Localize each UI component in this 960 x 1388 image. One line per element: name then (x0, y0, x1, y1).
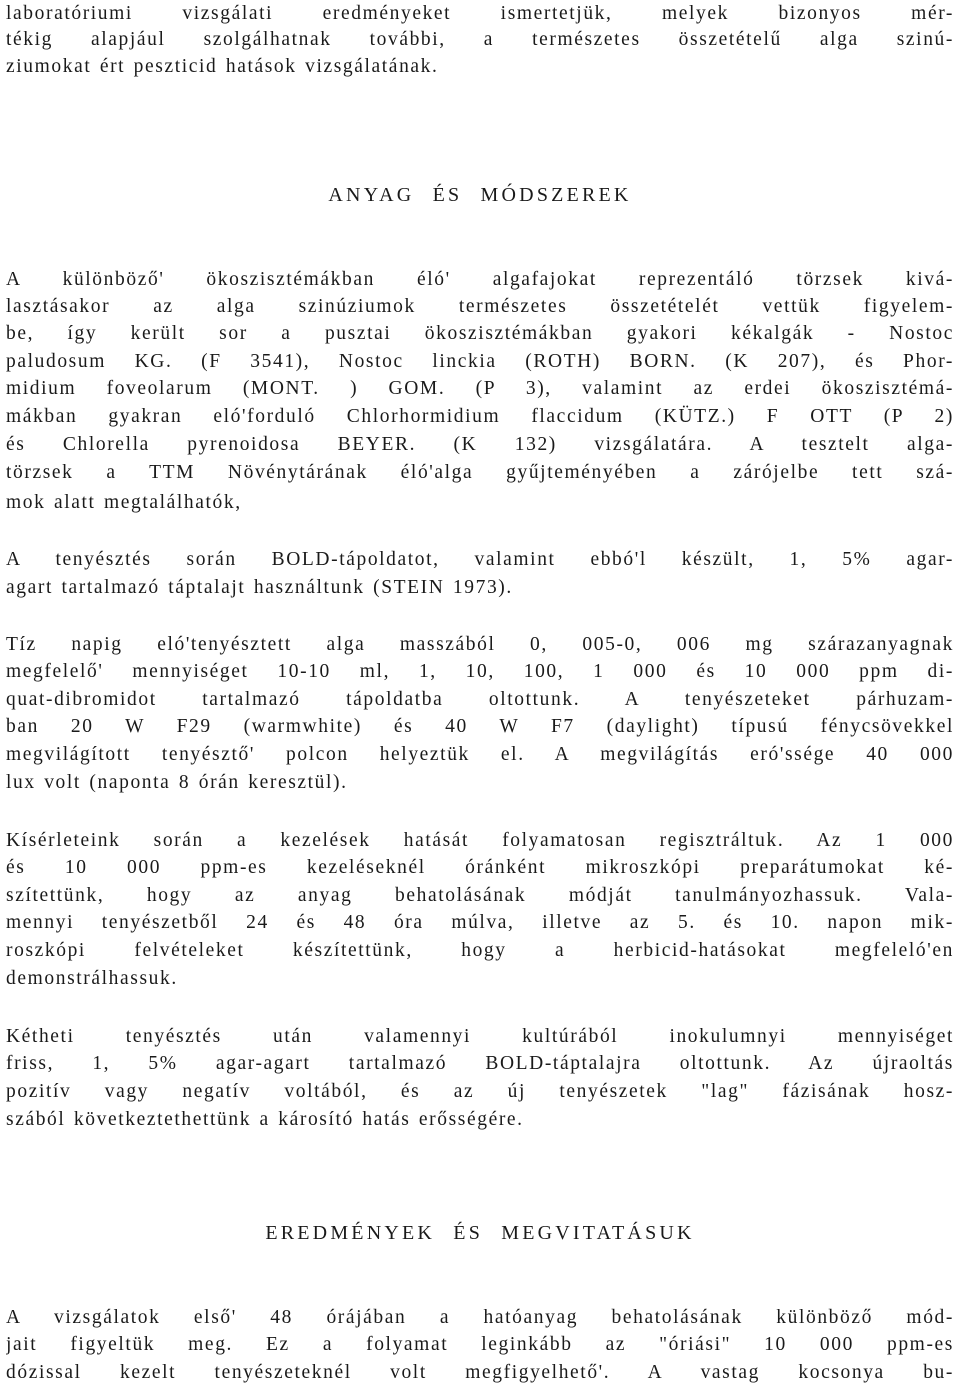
text-line: friss, 1, 5% agar-agart tartalmazó BOLD-táptalajra oltottunk. Az újraoltás (6, 1053, 954, 1074)
text-line: Kísérleteink során a kezelések hatását folyamatosan regisztráltuk. Az 1 000 (6, 830, 954, 851)
text-line: agart tartalmazó táptalajt használtunk (STEIN 1973). (6, 577, 513, 598)
text-line: lux volt (naponta 8 órán keresztül). (6, 772, 348, 793)
text-line: mákban gyakran eló'forduló Chlorhormidium flaccidum (KÜTZ.) F OTT (P 2) (6, 406, 954, 427)
section-heading-methods: ANYAG ÉS MÓDSZEREK (328, 184, 632, 206)
text-line: be, így került sor a pusztai ökoszisztémákban gyakori kékalgák - Nostoc (6, 323, 954, 344)
text-line: quat-dibromidot tartalmazó tápoldatba oltottunk. A tenyészeteket párhuzam- (6, 689, 954, 710)
text-line: demonstrálhassuk. (6, 968, 178, 989)
text-line: és 10 000 ppm-es kezeléseknél óránként mikroszkópi preparátumokat ké- (6, 857, 954, 878)
text-line: mok alatt megtalálhatók, (6, 492, 242, 513)
text-line: A különböző' ökoszisztémákban éló' algafajokat reprezentáló törzsek kivá- (6, 269, 954, 290)
text-line: A tenyésztés során BOLD-tápoldatot, valamint ebbó'l készült, 1, 5% agar- (6, 549, 954, 570)
text-line: megfelelő' mennyiséget 10-10 ml, 1, 10, 100, 1 000 és 10 000 ppm di- (6, 661, 954, 682)
text-line: dózissal kezelt tenyészeteknél volt megfigyelhető'. A vastag kocsonya bu- (6, 1362, 954, 1383)
text-line: ziumokat ért peszticid hatások vizsgálatának. (6, 56, 439, 77)
text-line: szítettünk, hogy az anyag behatolásának módját tanulmányozhassuk. Vala- (6, 885, 954, 906)
text-line: Tíz napig eló'tenyésztett alga masszából 0, 005-0, 006 mg szárazanyagnak (6, 634, 954, 655)
text-line: és Chlorella pyrenoidosa BEYER. (K 132) vizsgálatára. A tesztelt alga- (6, 434, 954, 455)
text-line: megvilágított tenyésztő' polcon helyeztük el. A megvilágítás eró'ssége 40 000 (6, 744, 954, 765)
text-line: jait figyeltük meg. Ez a folyamat leginkább az "óriási" 10 000 ppm-es (6, 1334, 954, 1355)
text-line: paludosum KG. (F 3541), Nostoc linckia (ROTH) BORN. (K 207), és Phor- (6, 351, 954, 372)
text-line: midium foveolarum (MONT. ) GOM. (P 3), valamint az erdei ökoszisztémá- (6, 378, 954, 399)
text-line: laboratóriumi vizsgálati eredményeket ismertetjük, melyek bizonyos mér- (6, 3, 954, 24)
text-line: szából következtethettünk a károsító hatás erősségére. (6, 1109, 524, 1130)
text-line: ban 20 W F29 (warmwhite) és 40 W F7 (daylight) típusú fénycsövekkel (6, 716, 954, 737)
text-line: Kétheti tenyésztés után valamennyi kultúrából inokulumnyi mennyiséget (6, 1026, 954, 1047)
text-line: tékig alapjául szolgálhatnak további, a természetes összetételű alga szinú- (6, 29, 954, 50)
text-line: lasztásakor az alga szinúziumok természetes összetételét vettük figyelem- (6, 296, 954, 317)
text-line: törzsek a TTM Növénytárának éló'alga gyűjteményében a zárójelbe tett szá- (6, 462, 954, 483)
text-line: A vizsgálatok első' 48 órájában a hatóanyag behatolásának különböző mód- (6, 1307, 954, 1328)
text-line: mennyi tenyészetből 24 és 48 óra múlva, illetve az 5. és 10. napon mik- (6, 912, 954, 933)
text-line: roszkópi felvételeket készítettünk, hogy a herbicid-hatásokat megfeleló'en (6, 940, 954, 961)
text-line: pozitív vagy negatív voltából, és az új tenyészetek "lag" fázisának hosz- (6, 1081, 954, 1102)
section-heading-results: EREDMÉNYEK ÉS MEGVITATÁSUK (265, 1222, 695, 1244)
